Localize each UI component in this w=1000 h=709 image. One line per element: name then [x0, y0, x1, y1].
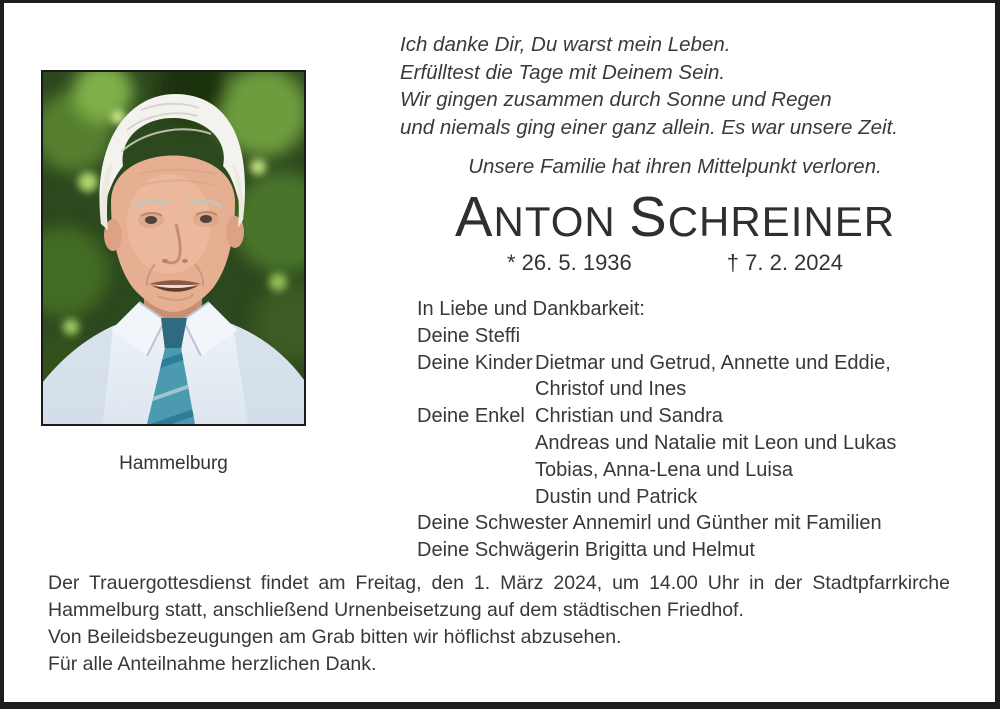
portrait-illustration [43, 72, 304, 424]
tribute-row [417, 350, 896, 377]
life-dates [400, 250, 950, 276]
tribute-row [417, 457, 896, 484]
portrait-photo [41, 70, 306, 426]
tribute-outro-line: Deine Schwester Annemirl und Günther mit Familien [417, 512, 882, 535]
tribute-value: Dietmar und Getrud, Annette und Eddie, [535, 351, 891, 374]
tribute-value: Tobias, Anna-Lena und Luisa [535, 458, 793, 481]
tribute-label: Deine Kinder [417, 351, 533, 374]
tribute-label [417, 430, 535, 457]
notice-line: Hammelburg statt, anschließend Urnenbeisetzung auf dem städtischen Friedhof. [48, 599, 744, 621]
tribute-value: Christof und Ines [535, 378, 687, 401]
poem-line: Erfülltest die Tage mit Deinem Sein. [400, 60, 726, 84]
tribute-value: Christian und Sandra [535, 405, 723, 428]
service-notice [48, 570, 950, 678]
tribute-row [417, 430, 896, 457]
tribute-label [417, 376, 535, 403]
birth-date: * 26. 5. 1936 [507, 250, 632, 275]
notice-line: Der Trauergottesdienst findet am Freitag, den 1. März 2024, um 14.00 Uhr in der Stadtpfarrkirche [48, 572, 950, 594]
notice-line: Von Beileidsbezeugungen am Grab bitten wir höflichst abzusehen. [48, 626, 622, 648]
poem-line: und niemals ging einer ganz allein. Es war unsere Zeit. [400, 115, 898, 139]
tribute-value: Dustin und Patrick [535, 485, 698, 508]
poem-line: Ich danke Dir, Du warst mein Leben. [400, 33, 731, 56]
tribute-intro-line: In Liebe und Dankbarkeit: [417, 298, 645, 320]
tribute-label: Deine Enkel [417, 405, 525, 428]
tribute-label [417, 484, 535, 511]
obituary-page [4, 3, 995, 702]
memorial-line: Unsere Familie hat ihren Mittelpunkt verloren. [468, 155, 882, 178]
tribute-label [417, 457, 535, 484]
tribute-block [417, 296, 896, 564]
poem [400, 31, 898, 141]
notice-line: Für alle Anteilnahme herzlichen Dank. [48, 653, 377, 675]
tribute-row [417, 484, 896, 511]
tribute-row [417, 376, 896, 403]
tribute-intro-line: Deine Steffi [417, 324, 521, 347]
deceased-name: ANTON SCHREINER [454, 185, 896, 248]
tribute-outro-line: Deine Schwägerin Brigitta und Helmut [417, 539, 755, 562]
tribute-row [417, 403, 896, 430]
death-date: † 7. 2. 2024 [726, 250, 843, 275]
tribute-value: Andreas und Natalie mit Leon und Lukas [535, 431, 897, 454]
poem-line: Wir gingen zusammen durch Sonne und Regen [400, 88, 832, 111]
photo-caption: Hammelburg [119, 453, 228, 474]
